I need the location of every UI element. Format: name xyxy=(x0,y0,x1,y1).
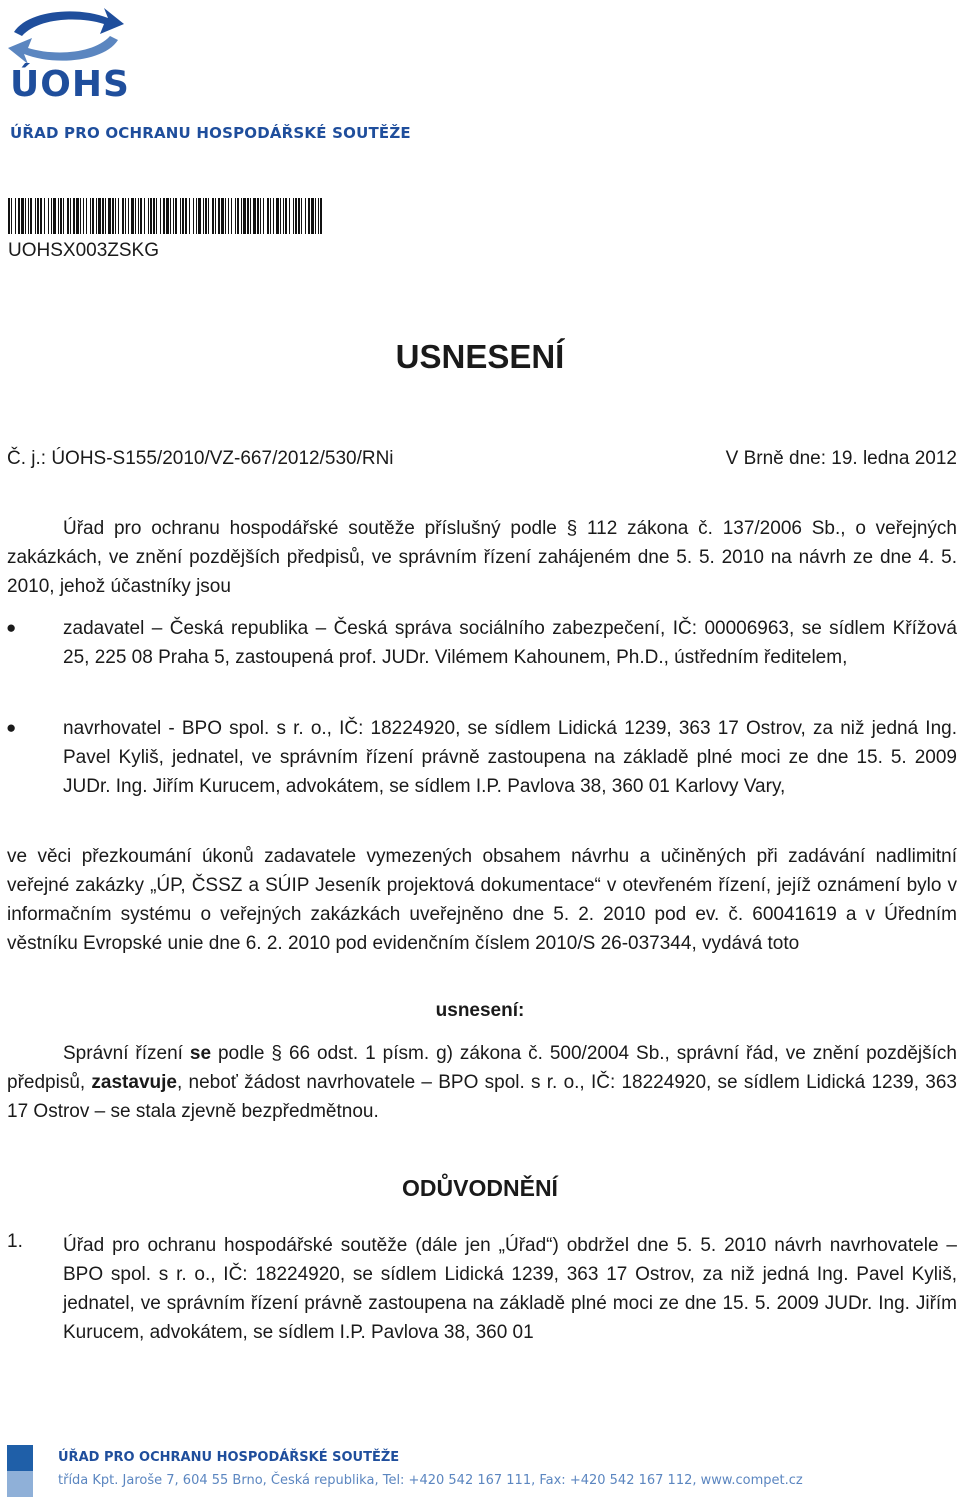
decision-text: podle § 66 odst. 1 písm. g) zákona č. 500/2004 Sb., správní řád, ve znění pozdějších předpisů, xyxy=(7,1043,957,1093)
document-title: USNESENÍ xyxy=(395,338,565,375)
bullet-icon: ● xyxy=(6,618,17,637)
reasoning-heading: ODŮVODNĚNÍ xyxy=(402,1175,558,1201)
matter-paragraph: ve věci přezkoumání úkonů zadavatele vymezených obsahem návrhu a učiněných při zadávání nadlimitní veřejné zakázky „ÚP, ČSSZ a SÚIP Jeseník projektová dokumentace“ v otevřeném řízení, jejíž oznámení bylo v informačním systému o veřejných zakázkách uveřejněno dne 5. 2. 2010 pod ev. č. 60041619 a v Úředním věstníku Evropské unie dne 6. 2. 2010 pod evidenčním číslem 2010/S 26-037344, vydává toto xyxy=(7,846,957,954)
reasoning-number: 1. xyxy=(7,1231,23,1252)
decision-text: , neboť žádost navrhovatele – BPO spol. s r. o., IČ: 18224920, se sídlem Lidická 1239, 363 17 Ostrov – se stala zjevně bezpředmětnou. xyxy=(7,1072,957,1122)
decision-heading: usnesení: xyxy=(435,1000,525,1021)
decision-text: Správní řízení xyxy=(63,1043,190,1064)
decision-bold-text: zastavuje xyxy=(91,1072,177,1093)
logo-name: ÚŘAD PRO OCHRANU HOSPODÁŘSKÉ SOUTĚŽE xyxy=(10,124,411,142)
participant-item: navrhovatel - BPO spol. s r. o., IČ: 18224920, se sídlem Lidická 1239, 363 17 Ostrov, za niž jedná Ing. Pavel Kyliš, jednatel, ve správním řízení právně zastoupena na základě plné moci ze dne 15. 5. 2009 JUDr. Ing. Jiřím Kurucem, advokátem, se sídlem I.P. Pavlova 38, 360 01 Karlovy Vary, xyxy=(63,718,957,797)
barcode-icon xyxy=(8,198,324,234)
uohs-arrows-logo-icon xyxy=(8,4,128,68)
uohs-logo xyxy=(8,4,411,144)
reasoning-paragraph: Úřad pro ochranu hospodářské soutěže (dále jen „Úřad“) obdržel dne 5. 5. 2010 návrh navrhovatele – BPO spol. s r. o., IČ: 18224920, se sídlem Lidická 1239, 363 17 Ostrov, za niž jedná Ing. Pavel Kyliš, jednatel, ve správním řízení právně zastoupena na základě plné moci ze dne 15. 5. 2009 JUDr. Ing. Jiřím Kurucem, advokátem, se sídlem I.P. Pavlova 38, 360 01 xyxy=(63,1235,957,1343)
footer-logo-block xyxy=(7,1471,33,1497)
document-date: V Brně dne: 19. ledna 2012 xyxy=(725,448,957,469)
decision-paragraph xyxy=(7,1039,957,1126)
reference-number: Č. j.: ÚOHS-S155/2010/VZ-667/2012/530/RNi xyxy=(7,448,394,469)
footer-logo-block xyxy=(7,1445,33,1471)
bullet-icon: ● xyxy=(6,718,17,737)
participant-item: zadavatel – Česká republika – Česká správa sociálního zabezpečení, IČ: 00006963, se sídlem Křížová 25, 225 08 Praha 5, zastoupená prof. JUDr. Vilémem Kahounem, Ph.D., ústředním ředitelem, xyxy=(63,618,957,668)
intro-paragraph: Úřad pro ochranu hospodářské soutěže příslušný podle § 112 zákona č. 137/2006 Sb., o veřejných zakázkách, ve znění pozdějších předpisů, ve správním řízení zahájeném dne 5. 5. 2010 na návrh ze dne 4. 5. 2010, jehož účastníky jsou xyxy=(7,518,957,597)
logo-acronym: ÚOHS xyxy=(10,64,130,105)
footer-address: třída Kpt. Jaroše 7, 604 55 Brno, Česká republika, Tel: +420 542 167 111, Fax: +420 542 167 112, www.compet.cz xyxy=(58,1473,803,1488)
barcode-text: UOHSX003ZSKG xyxy=(8,240,159,261)
footer-office-name: ÚŘAD PRO OCHRANU HOSPODÁŘSKÉ SOUTĚŽE xyxy=(58,1450,400,1465)
decision-bold-text: se xyxy=(189,1043,212,1064)
